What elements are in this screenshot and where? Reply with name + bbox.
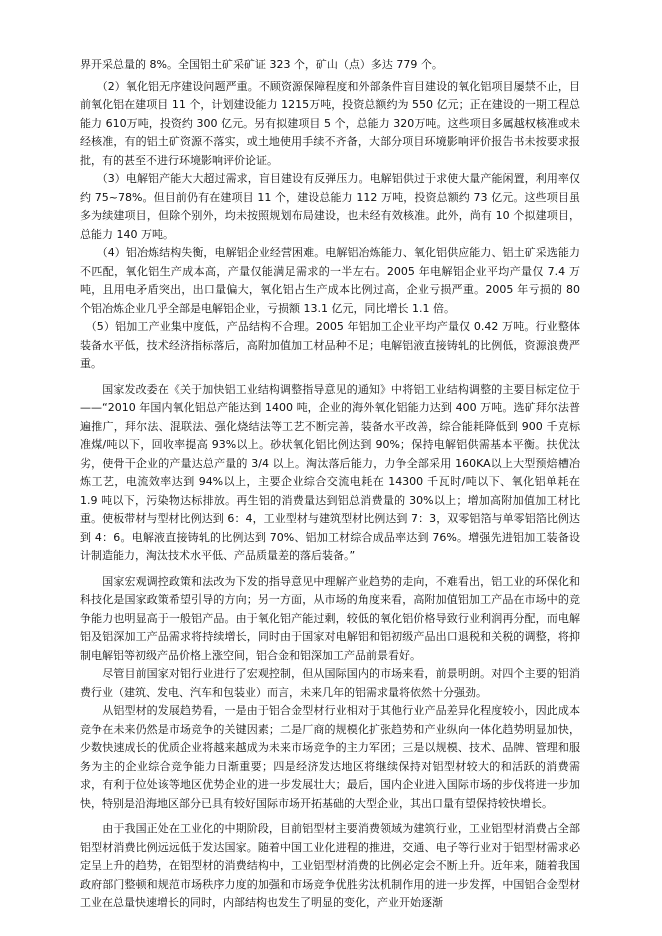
paragraph-processing-concentration: （5）铝加工产业集中度低，产品结构不合理。2005 年铝加工企业平均产量仅 0.42 万吨。行业整体装备水平低，技术经济指标落后，高附加值加工材品种不足；电解铝液直接铸轧的比例低，资源浪费严重。: [80, 320, 580, 370]
paragraph-electrolytic-overcapacity: （3）电解铝产能大大超过需求，盲目建设有反弹压力。电解铝供过于求使大量产能闲置，利用率仅约 75~78%。但目前仍有在建项目 11 个，建设总能力 112 万吨，投资总额约 73 亿元。这些项目虽多为续建项目，但除个别外，均未按照规划布局建设，也未经有效核准。此外，尚有 10 个拟建项目，总能力 140 万吨。: [80, 172, 580, 241]
paragraph-profile-trends: 从铝型材的发展趋势看，一是由于铝合金型材行业相对于其他行业产品差异化程度较小，因此成本竞争在未来仍然是市场竞争的关键因素；二是厂商的规模化扩张趋势和产业纵向一体化趋势明显加快，少数快速成长的优质企业将越来越成为未来市场竞争的主力军团；三是以规模、技术、品牌、管理和服务为主的企业综合竞争能力日渐重要；四是经济发达地区将继续保持对铝型材较大的和活跃的消费需求，有利于位处该等地区优势企业的进一步发展壮大；最后，国内企业进入国际市场的步伐将进一步加快，特别是沿海地区部分已具有较好国际市场开拓基础的大型企业，其出口量有望保持较快增长。: [80, 704, 580, 810]
spacer: [80, 813, 580, 820]
spacer: [80, 374, 580, 381]
paragraph-industrialization: 由于我国正处在工业化的中期阶段，目前铝型材主要消费领域为建筑行业，工业铝型材消费占全部铝型材消费比例远远低于发达国家。随着中国工业化进程的推进，交通、电子等行业对于铝型材需求必定呈上升的趋势，在铝型材的消费结构中，工业铝型材消费的比例必定会不断上升。近年来，随着我国政府部门整顿和规范市场秩序力度的加强和市场竞争优胜劣汰机制作用的进一步发挥，中国铝合金型材工业在总量快速增长的同时，内部结构也发生了明显的变化，产业开始逐渐: [80, 822, 580, 909]
paragraph-macro-policy: 国家宏观调控政策和法改为下发的指导意见中理解产业趋势的走向，不难看出，铝工业的环保化和科技化是国家政策希望引导的方向；另一方面，从市场的角度来看，高附加值铝加工产品在市场中的竞争能力也明显高于一般铝产品。由于氧化铝产能过剩，较低的氧化铝价格导致行业利润再分配，而电解铝及铝深加工产品需求将持续增长，同时由于国家对电解铝和铝初级产品出口退税和关税的调整，将抑制电解铝等初级产品价格上涨空间，铝合金和铝深加工产品前景看好。: [80, 574, 580, 662]
paragraph-ndrc-guidance: 国家发改委在《关于加快铝工业结构调整指导意见的通知》中将铝工业结构调整的主要目标定位于——“2010 年国内氧化铝总产能达到 1400 吨，企业的海外氧化铝能力达到 400 万吨。选矿拜尔法普遍推广，拜尔法、混联法、强化烧结法等工艺不断完善，装备水平改善，综合能耗降低到 900 千克标准煤/吨以下，回收率提高 93%以上。砂状氧化铝比例达到 90%；保持电解铝供需基本平衡。扶优汰劣，使骨干企业的产量达总产量的 3/4 以上。淘汰落后能力，力争全部采用 160KA以上大型预焙槽冶炼工艺，电流效率达到 94%以上，主要企业综合交流电耗在 14300 千瓦时/吨以下、氧化铝单耗在 1.9 吨以下，污染物达标排放。再生铝的消费量达到铝总消费量的 30%以上；增加高附加值加工材比重。使板带材与型材比例达到 6：4，工业型材与建筑型材比例达到 7：3，双零铝箔与单零铝箔比例达到 4：6。电解液直接铸轧的比例达到 70%、铝加工材综合成品率达到 76%。增强先进铝加工装备设计制造能力，淘汰技术水平低、产品质量差的落后装备。”: [80, 382, 580, 562]
paragraph-market-outlook: 尽管目前国家对铝行业进行了宏观控制，但从国际国内的市场来看，前景明朗。对四个主要的铝消费行业（建筑、发电、汽车和包装业）而言，未来几年的铝需求量将依然十分强劲。: [80, 667, 580, 699]
paragraph-bauxite-tail: 界开采总量的 8%。全国铝土矿采矿证 323 个，矿山（点）多达 779 个。: [80, 58, 443, 71]
paragraph-alumina-construction: （2）氧化铝无序建设问题严重。不顾资源保障程度和外部条件盲目建设的氧化铝项目屡禁不止，目前氧化铝在建项目 11 个，计划建设能力 1215万吨，投资总额约为 550 亿元；正在建设的一期工程总能力 610万吨，投资约 300 亿元。另有拟建项目 5 个，总能力 320万吨。这些项目多属越权核准或未经核准，有的铝土矿资源不落实，或土地使用手续不齐备，大部分项目环境影响评价报告书未按要求报批，有的甚至不进行环境影响评价论证。: [80, 79, 580, 167]
document-page: [80, 56, 580, 913]
paragraph-smelting-imbalance: （4）铝冶炼结构失衡，电解铝企业经营困难。电解铝冶炼能力、氧化铝供应能力、铝土矿采选能力不匹配，氧化铝生产成本高，产量仅能满足需求的一半左右。2005 年电解铝企业平均产量仅 7.4 万吨，且用电矛盾突出，出口量偏大，氧化铝占生产成本比例过高，企业亏损严重。2005 年亏损的 80 个铝冶炼企业几乎全部是电解铝企业，亏损额 13.1 亿元，同比增长 1.1 倍。: [80, 246, 580, 315]
spacer: [80, 566, 580, 573]
